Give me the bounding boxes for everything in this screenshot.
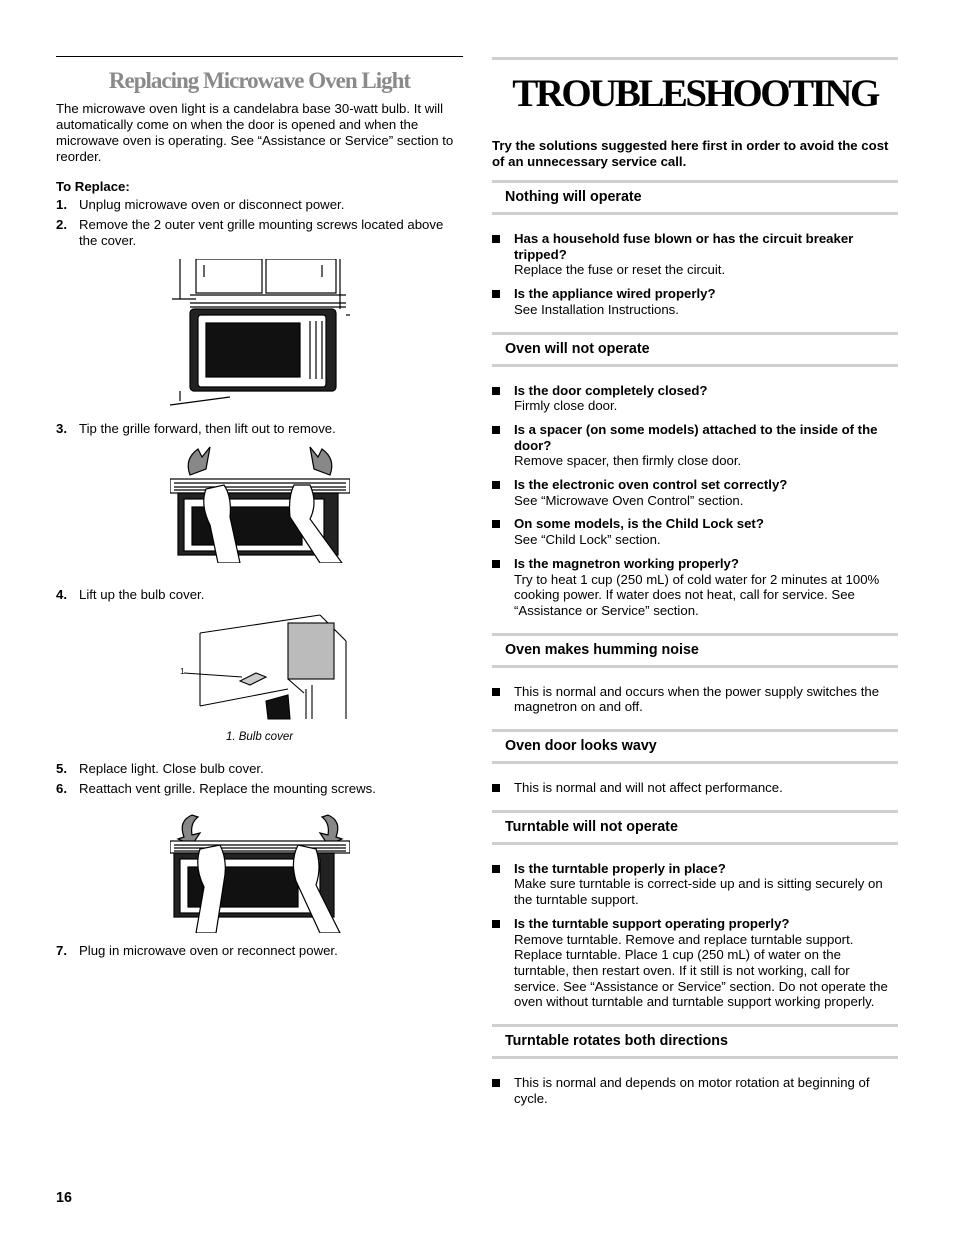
section-title: Replacing Microwave Oven Light <box>108 68 411 93</box>
list-item: This is normal and depends on motor rotation at beginning of cycle. <box>492 1075 898 1106</box>
section-items <box>492 780 898 796</box>
left-column <box>56 56 463 963</box>
step-3: 3. Tip the grille forward, then lift out to remove. <box>56 421 336 436</box>
tip-grille-illustration <box>170 445 350 563</box>
section-items <box>492 383 898 619</box>
steps-list-2 <box>56 421 463 437</box>
section-items <box>492 1075 898 1106</box>
bullet-square-icon <box>492 560 500 568</box>
intro-paragraph: The microwave oven light is a candelabra base 30-watt bulb. It will automatically come on when the door is opened and when the microwave oven is operating. See “Assistance or Service” section to reorder. <box>56 101 454 164</box>
bullet-square-icon <box>492 520 500 528</box>
bullet-square-icon <box>492 1079 500 1087</box>
list-item: Is the appliance wired properly? See Installation Instructions. <box>492 286 898 317</box>
step-6: 6. Reattach vent grille. Replace the mounting screws. <box>56 781 376 796</box>
section-heading: Turntable rotates both directions <box>492 1024 898 1059</box>
figure-caption: 1. Bulb cover <box>225 731 294 743</box>
list-item: Has a household fuse blown or has the circuit breaker tripped? Replace the fuse or reset the circuit. <box>492 231 898 278</box>
steps-list <box>56 197 463 249</box>
bullet-square-icon <box>492 481 500 489</box>
bulb-cover-illustration <box>180 611 360 721</box>
list-item: Is a spacer (on some models) attached to the inside of the door? Remove spacer, then firmly close door. <box>492 422 898 469</box>
section-items <box>492 231 898 318</box>
bullet-square-icon <box>492 290 500 298</box>
page-number: 16 <box>56 1190 72 1206</box>
subheading: To Replace: <box>56 179 130 194</box>
figure-callout: 1 <box>180 667 185 676</box>
list-item: This is normal and occurs when the power supply switches the magnetron on and off. <box>492 684 898 715</box>
microwave-screws-illustration <box>170 259 350 407</box>
step-5: 5. Replace light. Close bulb cover. <box>56 761 264 776</box>
reattach-grille-illustration <box>170 811 350 933</box>
step-2: 2. Remove the 2 outer vent grille mounting screws located above the cover. <box>56 217 444 248</box>
section-items <box>492 861 898 1010</box>
section-heading: Oven makes humming noise <box>492 633 898 668</box>
section-items <box>492 684 898 715</box>
bullet-square-icon <box>492 387 500 395</box>
bullet-square-icon <box>492 784 500 792</box>
list-item: Is the magnetron working properly? Try to heat 1 cup (250 mL) of cold water for 2 minutes at 100% cooking power. If water does not heat, call for service. See “Assistance or Service” section. <box>492 556 898 619</box>
section-heading: Oven will not operate <box>492 332 898 367</box>
step-7: 7. Plug in microwave oven or reconnect power. <box>56 943 338 958</box>
bullet-square-icon <box>492 235 500 243</box>
list-item: On some models, is the Child Lock set? See “Child Lock” section. <box>492 516 898 547</box>
section-heading: Nothing will operate <box>492 180 898 215</box>
step-1: 1. Unplug microwave oven or disconnect power. <box>56 197 345 212</box>
list-item: Is the turntable properly in place? Make sure turntable is correct-side up and is sitting securely on the turntable support. <box>492 861 898 908</box>
section-heading: Turntable will not operate <box>492 810 898 845</box>
list-item: Is the electronic oven control set correctly? See “Microwave Oven Control” section. <box>492 477 898 508</box>
bullet-square-icon <box>492 920 500 928</box>
list-item: This is normal and will not affect performance. <box>492 780 898 796</box>
steps-list-3 <box>56 587 463 603</box>
list-item: Is the door completely closed? Firmly close door. <box>492 383 898 414</box>
bullet-square-icon <box>492 426 500 434</box>
steps-list-4 <box>56 761 463 797</box>
bullet-square-icon <box>492 865 500 873</box>
section-heading: Oven door looks wavy <box>492 729 898 764</box>
list-item: Is the turntable support operating properly? Remove turntable. Remove and replace turntable support. Replace turntable. Place 1 cup (250 mL) of water on the turntable, then restart oven. If it still is not working, call for service. See “Assistance or Service” section. Do not operate the oven without turntable and turntable support working properly. <box>492 916 898 1010</box>
step-4: 4. Lift up the bulb cover. <box>56 587 205 602</box>
bullet-square-icon <box>492 688 500 696</box>
troubleshooting-intro: Try the solutions suggested here first in order to avoid the cost of an unnecessary service call. <box>492 138 889 169</box>
steps-list-5 <box>56 943 463 959</box>
page-title: TROUBLESHOOTING <box>512 72 878 115</box>
right-column <box>492 57 898 1115</box>
